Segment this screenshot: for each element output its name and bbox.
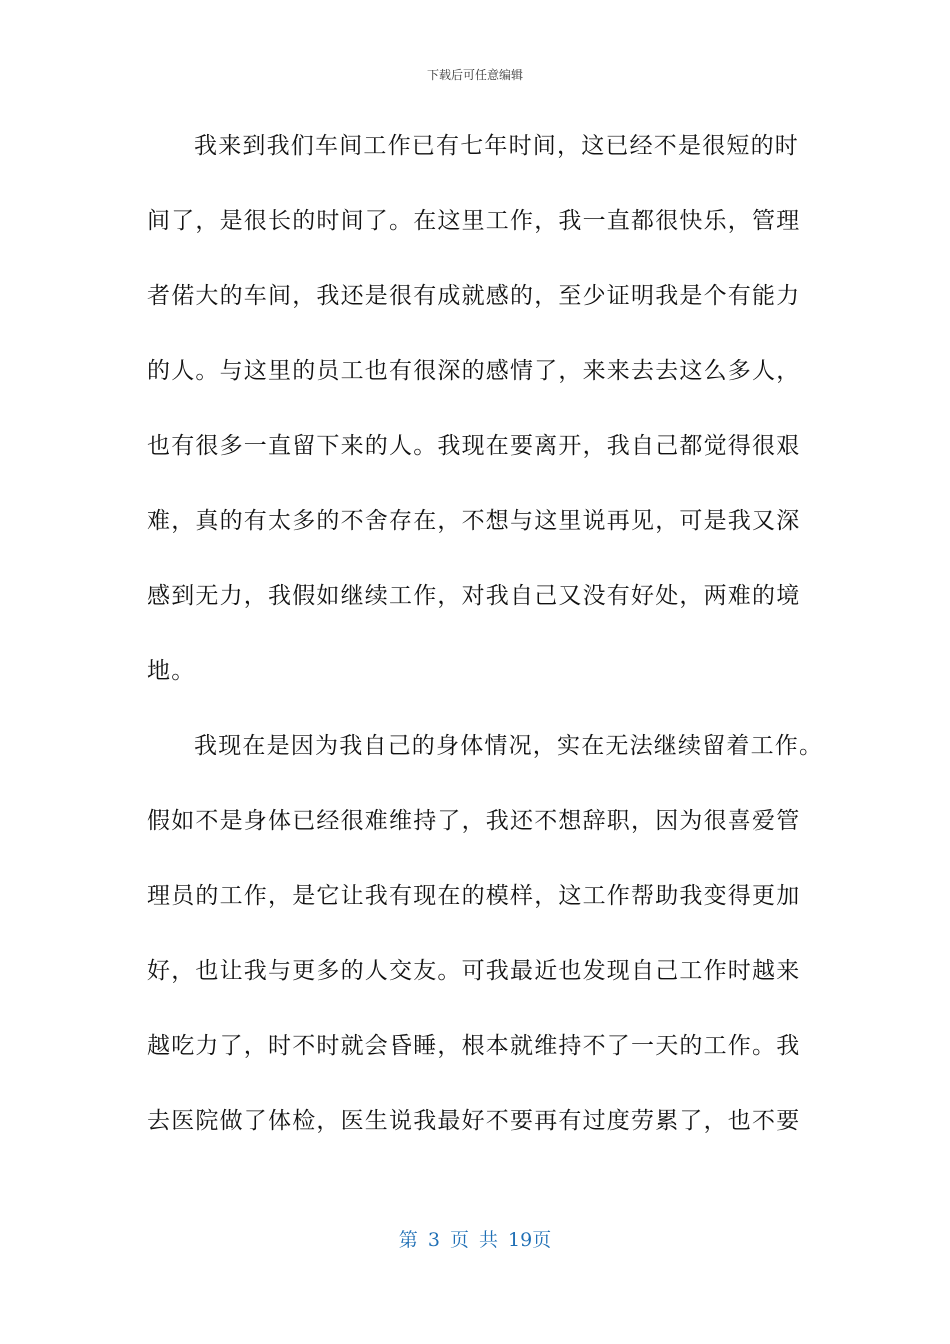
paragraph-2-line-4: 好，也让我与更多的人交友。可我最近也发现自己工作时越来 [147,958,801,984]
paragraph-2-line-1: 我现在是因为我自己的身体情况，实在无法继续留着工作。 [194,733,824,759]
paragraph-1-line-4: 的人。与这里的员工也有很深的感情了，来来去去这么多人， [147,358,801,384]
paragraph-1-line-2: 间了，是很长的时间了。在这里工作，我一直都很快乐，管理 [147,208,801,234]
paragraph-2-line-6: 去医院做了体检，医生说我最好不要再有过度劳累了，也不要 [147,1108,801,1134]
paragraph-2-line-3: 理员的工作，是它让我有现在的模样，这工作帮助我变得更加 [147,883,801,909]
paragraph-1-line-1: 我来到我们车间工作已有七年时间，这已经不是很短的时 [194,133,799,159]
paragraph-1-line-3: 者偌大的车间，我还是很有成就感的，至少证明我是个有能力 [147,283,801,309]
paragraph-1-line-7: 感到无力，我假如继续工作，对我自己又没有好处，两难的境 [147,583,801,609]
paragraph-2-line-2: 假如不是身体已经很难维持了，我还不想辞职，因为很喜爱管 [147,808,801,834]
page-number-footer: 第 3 页 共 19页 [398,1229,552,1251]
paragraph-1-line-6: 难，真的有太多的不舍存在，不想与这里说再见，可是我又深 [147,508,801,534]
document-body [147,126,824,1176]
paragraph-2-line-5: 越吃力了，时不时就会昏睡，根本就维持不了一天的工作。我 [147,1033,801,1059]
page-header-note: 下载后可任意编辑 [426,68,523,82]
paragraph-1-line-5: 也有很多一直留下来的人。我现在要离开，我自己都觉得很艰 [147,433,801,459]
paragraph-1-line-8: 地。 [147,658,196,684]
